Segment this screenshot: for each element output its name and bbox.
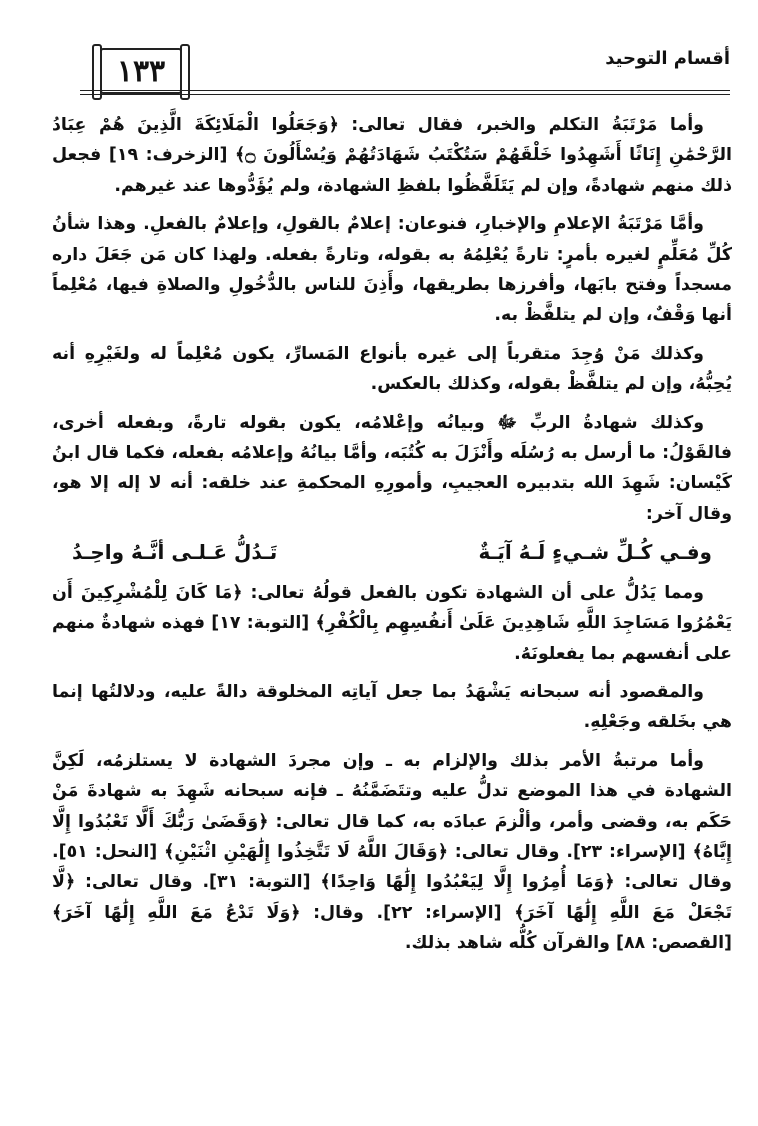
- paragraph-informing: وأمَّا مَرْتَبَةُ الإعلامِ والإخبارِ، فنوعان: إعلامٌ بالقولِ، وإعلامٌ بالفعلِ. وهذا شأنُ كُلِّ مُعَلِّمٍ لغيره بأمرٍ: تارةً يُعْلِمُهُ به بقوله، وتارةً بفعله. ولهذا كان مَن جَعَلَ داره مسجداً وفتح بابَها، وأفرزها بطريقها، وأَذِنَ للناس بالدُّخُولِ والصلاةِ فيها، مُعْلِماً أنها وَقْفٌ، وإن لم يتلفَّظْ به.: [52, 214, 732, 326]
- verse-second-hemistich: تَـدُلُّ عَـلـى أنَّـهُ واحِـدُ: [72, 540, 278, 565]
- header-rule-secondary: [80, 94, 730, 95]
- poetry-verse: [52, 537, 732, 567]
- header-rule: [80, 90, 730, 91]
- paragraph-lord-testimony: وكذلك شهادةُ الربِّ ﷻ وبيانُه وإعْلامُه، يكون بقوله تارةً، وبفعله أخرى، فالقَوْلُ: ما أرسل به رُسُلَه وأَنْزَلَ به كُتُبَه، وأمَّا بيانُهُ وإعلامُه بفعله، فكما قال ابنُ كَيْسان: شَهِدَ الله بتدبيره العجيبِ، وأمورِهِ المحكمةِ عند خلقه: أنه لا إله إلا هو، وقال آخر:: [52, 412, 732, 524]
- paragraph-command: وأما مرتبةُ الأمر بذلك والإلزام به ـ وإن مجردَ الشهادة لا يستلزمُه، لَكِنَّ الشهادة في هذا الموضع تدلُّ عليه وتتَضَمَّنُهُ ـ فإنه سبحانه شَهِدَ به شهادةَ مَنْ حَكَم به، وقضى وأمر، وألْزمَ عبادَه به، كما قال تعالى: ﴿وَقَضَىٰ رَبُّكَ أَلَّا تَعْبُدُوا إِلَّا إِيَّاهُ﴾ [الإسراء: ٢٣]. وقال تعالى: ﴿وَقَالَ اللَّهُ لَا تَتَّخِذُوا إِلَٰهَيْنِ اثْنَيْنِ﴾ [النحل: ٥١]. وقال تعالى: ﴿وَمَا أُمِرُوا إِلَّا لِيَعْبُدُوا إِلَٰهًا وَاحِدًا﴾ [التوبة: ٣١]. وقال تعالى: ﴿لَّا تَجْعَلْ مَعَ اللَّهِ إِلَٰهًا آخَرَ﴾ [الإسراء: ٢٢]. وقال: ﴿وَلَا تَدْعُ مَعَ اللَّهِ إِلَٰهًا آخَرَ﴾ [القصص: ٨٨] والقرآن كُلُّه شاهد بذلك.: [52, 750, 733, 954]
- paragraph-purpose: والمقصود أنه سبحانه يَشْهَدُ بما جعل آياتِه المخلوقة دالةً عليه، ودلالتُها إنما هي بخَلقه وجَعْلِهِ.: [52, 681, 732, 733]
- running-title: أقسام التوحيد: [605, 48, 730, 69]
- paragraph-testimony-speech: وأما مَرْتَبَةُ التكلم والخبر، فقال تعالى: ﴿وَجَعَلُوا الْمَلَائِكَةَ الَّذِينَ هُمْ عِبَادُ الرَّحْمَٰنِ إِنَاثًا أَشَهِدُوا خَلْقَهُمْ سَتُكْتَبُ شَهَادَتُهُمْ وَيُسْأَلُونَ ۝﴾ [الزخرف: ١٩] فجعل ذلك منهم شهادةً، وإن لم يَتَلَفَّظُوا بلفظِ الشهادة، ولم يُؤَدُّوها عند غيرهم.: [52, 115, 732, 196]
- page-header: [80, 38, 730, 106]
- page-body: [52, 110, 732, 967]
- page-number: ١٣٣: [100, 48, 182, 94]
- verse-first-hemistich: وفـي كُـلِّ شـيءٍ لَـهُ آيَـةٌ: [478, 540, 712, 565]
- paragraph-action-evidence: ومما يَدُلُّ على أن الشهادة تكون بالفعل قولُهُ تعالى: ﴿مَا كَانَ لِلْمُشْرِكِينَ أَن يَعْمُرُوا مَسَاجِدَ اللَّهِ شَاهِدِينَ عَلَىٰ أَنفُسِهِم بِالْكُفْرِ﴾ [التوبة: ١٧] فهذه شهادةٌ منهم على أنفسهم بما يفعلونَهُ.: [52, 582, 732, 664]
- paragraph-example: وكذلك مَنْ وُجِدَ متقرباً إلى غيره بأنواع المَسارِّ، يكون مُعْلِماً له ولغَيْرِهِ أنه يُحِبُّهُ، وإن لم يتلفَّظْ بقوله، وكذلك بالعكس.: [52, 343, 732, 395]
